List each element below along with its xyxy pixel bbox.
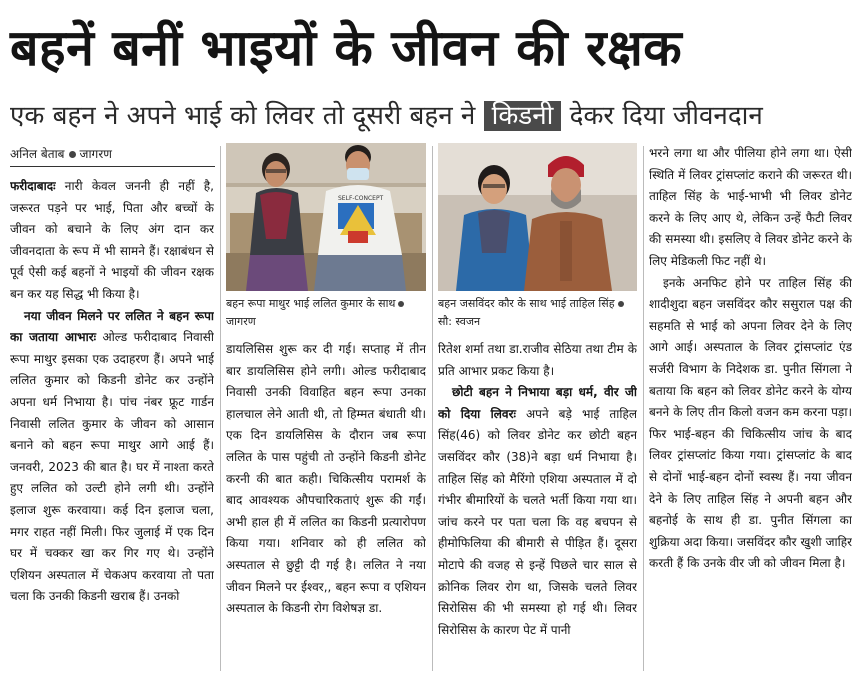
dateline: फरीदाबादः	[10, 179, 56, 193]
bullet-icon	[69, 151, 76, 158]
bullet-icon	[398, 301, 404, 307]
source-name: जागरण	[79, 147, 112, 161]
column-divider	[643, 146, 644, 671]
article-column-1	[10, 176, 214, 676]
subhead-text: एक बहन ने अपने भाई को लिवर तो दूसरी बहन ने	[10, 101, 476, 131]
caption-credit: सौ: स्वजन	[438, 315, 481, 328]
photo-caption-1	[226, 295, 426, 331]
paragraph: भरने लगा था और पीलिया होने लगा था। ऐसी स्थिति में लिवर ट्रांसप्लांट कराने की जरूरत थी। ताहिल सिंह के भाई-भाभी भी लिवर डोनेट करने के लिए आए थे, लेकिन उन्हें फैटी लिवर की समस्या थी। इसलिए वे लिवर डोनेट करने के लिए मेडिकली फिट नहीं थे।	[649, 146, 852, 268]
paragraph: अपने बड़े भाई ताहिल सिंह(46) को लिवर डोनेट कर छोटी बहन जसविंदर कौर (38)ने बड़ा धर्म निभाया है। ताहिल सिंह को मैरिंगो एशिया अस्पताल में दो गंभीर बीमारियों के चलते भर्ती किया गया था। जांच करने पर पता चला कि वह बचपन से हीमोफिलिया की बीमारी से पीड़ित हैं। दूसरा मोटापे की वजह से इन्हें पिछले चार साल से क्रोनिक लिवर रोग था, जिसके चलते लिवर सिरोसिस की भी समस्या हो गई थी। लिवर सिरोसिस के कारण पेट में पानी	[438, 406, 637, 637]
paragraph: ओल्ड फरीदाबाद निवासी रूपा माथुर इसका एक उदाहरण हैं। अपने भाई ललित कुमार को किडनी डोनेट कर उन्होंने अपना धर्म निभाया है। पांच नंबर फ्रूट गार्डन निवासी ललित कुमार के जीवन को आसान बनाने को बहन रूपा माथुर आगे आई हैं। जनवरी, 2023 की बात है। घर में नाश्ता करते हुए ललित को उल्टी होने लगी थी। उन्होंने इलाज शुरू करवाया। कई दिन इलाज चला, मगर राहत नहीं मिली। फिर जुलाई में एक दिन घर में चक्कर खा कर गिर गए थे। उन्होंने एशियन अस्पताल में चेकअप करवाया तो पता चला कि उनकी किडनी खराब हैं। उनको	[10, 330, 214, 604]
subhead-highlight: किडनी	[484, 101, 562, 131]
subheading-2: छोटी बहन ने निभाया बड़ा धर्म, वीर जी को दिया लिवरः	[438, 385, 637, 421]
caption-text: बहन रूपा माथुर भाई ललित कुमार के साथ	[226, 297, 396, 310]
headline: बहनें बनीं भाइयों के जीवन की रक्षक	[10, 19, 683, 77]
byline	[10, 146, 112, 162]
paragraph: रितेश शर्मा तथा डा.राजीव सेठिया तथा टीम के प्रति आभार प्रकट किया है।	[438, 342, 637, 378]
article-column-4	[649, 143, 852, 676]
photo-rupa-lalit	[226, 143, 426, 291]
caption-credit: जागरण	[226, 315, 256, 328]
caption-text: बहन जसविंदर कौर के साथ भाई ताहिल सिंह	[438, 297, 615, 310]
subheading-1: नया जीवन मिलने पर ललित ने बहन रूपा का जताया आभारः	[10, 308, 214, 345]
column-divider	[220, 146, 221, 671]
subheadline	[10, 96, 852, 136]
photo-jasvinder-tahil	[438, 143, 637, 291]
article-column-3	[438, 339, 637, 676]
photo-illustration	[438, 143, 637, 291]
photo-illustration	[226, 143, 426, 291]
intro-paragraph: नारी केवल जननी ही नहीं है, जरूरत पड़ने पर भाई, पिता और बच्चों के जीवन को बचाने के लिए अंग दान कर जीवनदाता के रूप में भी सामने हैं। रक्षाबंधन से पूर्व ऐसी कई बहनों ने भाइयों की जीवन रक्षक बन कर यह सिद्ध भी किया है।	[10, 179, 214, 301]
paragraph: डायलिसिस शुरू कर दी गई। सप्ताह में तीन बार डायलिसिस होने लगी। ओल्ड फरीदाबाद निवासी उनकी विवाहित बहन रूपा उनका हालचाल लेने आती थी, तो हिम्मत बंधाती थी। एक दिन डायलिसिस के दौरान जब रूपा ललित के पास पहुंची तो उन्होंने किडनी डोनेट करनी की बात कही। चिकित्सीय परामर्श के बाद आवश्यक औपचारिकताएं शुरू की गईं। अभी हाल ही में ललित का किडनी प्रत्यारोपण किया गया। शनिवार को ही ललित को अस्पताल से छुट्टी दी गई है। ललित ने नया जीवन मिलने पर ईश्वर,, बहन रूपा व एशियन अस्पताल के किडनी रोग विशेषज्ञ डा.	[226, 342, 426, 616]
subhead-text-end: देकर दिया जीवनदान	[569, 101, 763, 131]
column-divider	[432, 146, 433, 671]
bullet-icon	[618, 301, 624, 307]
tshirt-text: SELF-CONCEPT	[338, 195, 384, 202]
paragraph: इनके अनफिट होने पर ताहिल सिंह की शादीशुदा बहन जसविंदर कौर ससुराल पक्ष की सहमति से भाई को अपना लिवर देने के लिए आगे आई। अस्पताल के लिवर ट्रांसप्लांट एंड सर्जरी विभाग के निदेशक डा. पुनीत सिंगला ने बताया कि बहन को लिवर डोनेट करने के योग्य बनने के लिए तीन किलो वजन कम करना पड़ा। फिर भाई-बहन की चिकित्सीय जांच के बाद लिवर ट्रांसप्लांट किया गया। ट्रांसप्लांट के बाद से दोनों भाई-बहन दोनों स्वस्थ हैं। नया जीवन देने के लिए ताहिल सिंह ने अपनी बहन और बहनोई के साथ ही डा. पुनीत सिंगला का शुक्रिया अदा किया। जसविंदर कौर खुशी जाहिर करती हैं कि उनके वीर जी को जीवन मिला है।	[649, 275, 852, 571]
byline-rule	[10, 166, 215, 167]
photo-caption-2	[438, 295, 637, 331]
author-name: अनिल बेताब	[10, 147, 65, 161]
article-column-2	[226, 339, 426, 676]
